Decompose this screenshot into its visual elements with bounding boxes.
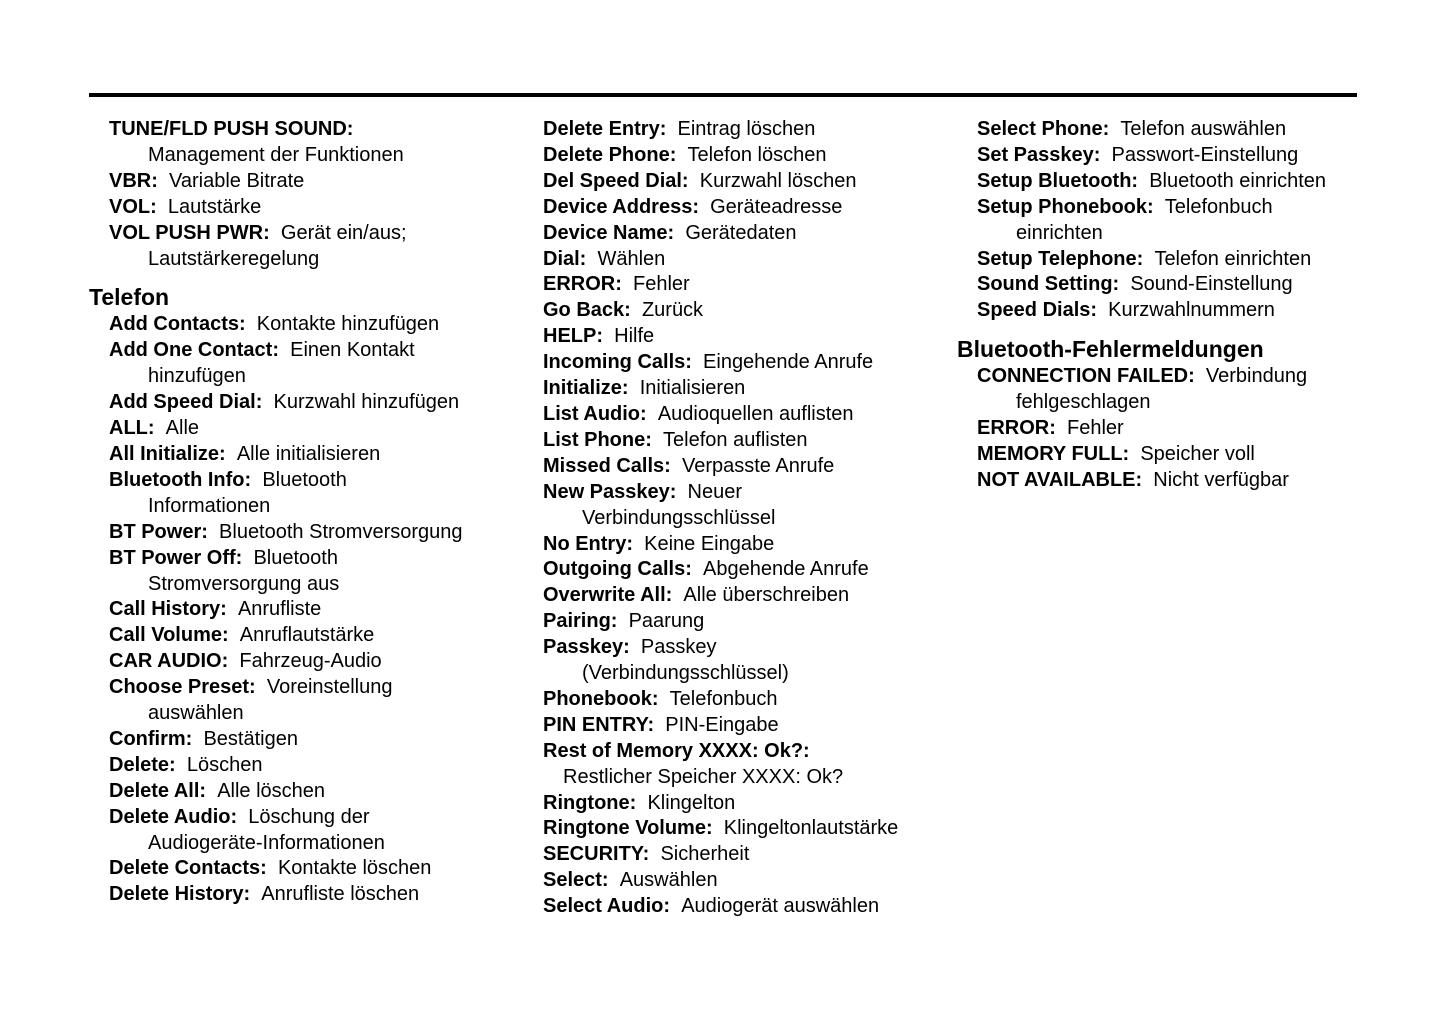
entry-term: Delete All: (109, 779, 207, 802)
entry-definition: Passwort-Einstellung (1111, 143, 1299, 166)
entry-definition: Gerätedaten (685, 221, 797, 244)
glossary-entry (957, 169, 1357, 195)
glossary-entry (957, 143, 1357, 169)
entry-definition: Alle initialisieren (236, 442, 381, 465)
glossary-entry (89, 390, 509, 416)
entry-definition: Passkey (640, 636, 717, 659)
entry-definition: Keine Eingabe (644, 532, 775, 555)
entry-term: Go Back: (543, 299, 631, 322)
entry-term: Missed Calls: (543, 454, 671, 477)
entry-term: Delete: (109, 753, 176, 776)
glossary-entry (89, 312, 509, 338)
entry-term: Delete Contacts: (109, 857, 267, 880)
entry-term: Add One Contact: (109, 339, 279, 362)
entry-term: HELP: (543, 325, 603, 348)
entry-definition: Kurzwahl löschen (699, 169, 857, 192)
entry-term: Confirm: (109, 727, 193, 750)
entry-term: No Entry: (543, 532, 633, 555)
column-2 (523, 117, 933, 920)
entry-term: Speed Dials: (977, 299, 1098, 322)
entry-definition: Anrufliste (237, 598, 322, 621)
entry-term: Call Volume: (109, 624, 229, 647)
entry-term: TUNE/FLD PUSH SOUND: (109, 118, 354, 140)
glossary-entry (523, 298, 933, 324)
glossary-entry (523, 272, 933, 298)
entry-definition: Speicher voll (1140, 442, 1255, 465)
entry-term: Delete Phone: (543, 143, 677, 166)
glossary-entry (89, 649, 509, 675)
glossary-entry (957, 364, 1357, 416)
glossary-entry (523, 532, 933, 558)
glossary-entry (89, 882, 509, 908)
glossary-entry (523, 791, 933, 817)
entry-definition: Geräteadresse (710, 195, 843, 218)
entry-definition: Einen Kontakt (290, 339, 415, 362)
entry-term: Device Name: (543, 221, 675, 244)
glossary-entry (523, 143, 933, 169)
entry-definition: Fehler (633, 273, 690, 296)
entry-definition: Lautstärke (167, 195, 262, 218)
entry-term: MEMORY FULL: (977, 442, 1130, 465)
glossary-entry (89, 169, 509, 195)
entry-term: Phonebook: (543, 687, 659, 710)
entry-definition: Bluetooth (253, 546, 338, 569)
glossary-entry (523, 713, 933, 739)
entry-term: Setup Bluetooth: (977, 169, 1139, 192)
entry-term: Select Phone: (977, 118, 1110, 140)
entry-definition-continued: Informationen (148, 494, 271, 517)
glossary-entry (523, 350, 933, 376)
entry-definition: Telefon auflisten (663, 428, 808, 451)
entry-definition: Bluetooth einrichten (1149, 169, 1327, 192)
entry-definition: Eingehende Anrufe (703, 351, 874, 374)
entry-term: CAR AUDIO: (109, 650, 229, 673)
entry-definition: Anrufliste löschen (261, 883, 420, 906)
glossary-entry (523, 428, 933, 454)
entry-term: CONNECTION FAILED: (977, 365, 1195, 388)
entry-definition-continued: fehlgeschlagen (1016, 391, 1151, 414)
entry-definition: Bluetooth (262, 468, 347, 491)
entry-term: Delete Entry: (543, 118, 667, 140)
entry-definition: Alle überschreiben (683, 584, 850, 607)
entry-definition-continued: Lautstärkeregelung (148, 247, 320, 270)
entry-term: SECURITY: (543, 843, 650, 866)
entry-term: BT Power: (109, 520, 208, 543)
glossary-entry (523, 583, 933, 609)
entry-definition-continued: hinzufügen (148, 365, 246, 388)
glossary-entry (523, 868, 933, 894)
entry-definition-continued: Management der Funktionen (148, 143, 404, 166)
glossary-entry (957, 117, 1357, 143)
entry-list-errors (957, 364, 1357, 494)
entry-definition: Audioquellen auflisten (657, 402, 854, 425)
glossary-entry (523, 894, 933, 920)
entry-definition: Alle (165, 417, 200, 440)
entry-definition: Verbindung (1205, 365, 1308, 388)
entry-term: Device Address: (543, 195, 699, 218)
entry-definition: Klingelton (647, 791, 736, 814)
entry-definition: Variable Bitrate (169, 169, 305, 192)
entry-term: ERROR: (977, 417, 1056, 440)
entry-definition: Verpasste Anrufe (681, 454, 835, 477)
entry-list-telefon (89, 312, 509, 908)
glossary-entry (89, 856, 509, 882)
glossary-entry (523, 221, 933, 247)
entry-term: Delete Audio: (109, 805, 238, 828)
entry-term: Sound Setting: (977, 273, 1120, 296)
entry-term: Incoming Calls: (543, 351, 692, 374)
glossary-entry (523, 557, 933, 583)
entry-definition: Neuer (687, 480, 743, 503)
entry-term: New Passkey: (543, 480, 677, 503)
entry-definition-continued: einrichten (1016, 221, 1103, 244)
glossary-entry (957, 442, 1357, 468)
entry-term: Rest of Memory XXXX: Ok?: (543, 739, 810, 762)
entry-definition: PIN-Eingabe (665, 713, 779, 736)
entry-definition: Kontakte hinzufügen (256, 313, 440, 336)
entry-definition-continued: Restlicher Speicher XXXX: Ok? (563, 765, 844, 788)
glossary-entry (523, 195, 933, 221)
glossary-entry (523, 324, 933, 350)
glossary-entry (957, 195, 1357, 247)
entry-definition: Löschung der (248, 805, 370, 828)
glossary-entry (89, 338, 509, 390)
glossary-entry (523, 816, 933, 842)
glossary-entry (523, 117, 933, 143)
entry-definition: Zurück (641, 299, 704, 322)
glossary-entry (89, 442, 509, 468)
entry-term: Pairing: (543, 610, 618, 633)
glossary-entry (523, 402, 933, 428)
glossary-entry (89, 221, 509, 273)
entry-definition: Fehler (1067, 417, 1124, 440)
entry-term: List Phone: (543, 428, 652, 451)
entry-definition: Eintrag löschen (677, 118, 816, 140)
entry-definition: Kurzwahlnummern (1108, 299, 1275, 322)
column-1 (89, 117, 509, 908)
entry-term: Bluetooth Info: (109, 468, 252, 491)
entry-definition-continued: Audiogeräte-Informationen (148, 831, 385, 854)
entry-definition: Gerät ein/aus; (280, 221, 407, 244)
entry-term: VOL PUSH PWR: (109, 221, 270, 244)
entry-term: ERROR: (543, 273, 622, 296)
entry-definition: Auswählen (619, 869, 718, 892)
glossary-entry (89, 623, 509, 649)
entry-definition-continued: (Verbindungsschlüssel) (582, 662, 789, 685)
entry-definition: Kontakte löschen (277, 857, 432, 880)
entry-term: PIN ENTRY: (543, 713, 655, 736)
glossary-entry (957, 247, 1357, 273)
entry-term: Overwrite All: (543, 584, 673, 607)
entry-term: Delete History: (109, 883, 251, 906)
glossary-entry (523, 739, 933, 791)
glossary-entry (957, 416, 1357, 442)
glossary-entry (957, 272, 1357, 298)
section-heading-bluetooth-errors: Bluetooth-Fehlermeldungen (957, 336, 1264, 363)
glossary-entry (89, 468, 509, 520)
entry-definition: Initialisieren (639, 377, 746, 400)
glossary-entry (89, 597, 509, 623)
entry-definition: Audiogerät auswählen (681, 895, 880, 918)
entry-definition-continued: Stromversorgung aus (148, 572, 340, 595)
glossary-entry (523, 609, 933, 635)
entry-list-top (89, 117, 509, 272)
entry-term: VOL: (109, 195, 157, 218)
entry-term: Ringtone Volume: (543, 817, 713, 840)
entry-term: Setup Phonebook: (977, 195, 1154, 218)
entry-term: Del Speed Dial: (543, 169, 689, 192)
entry-term: Passkey: (543, 636, 630, 659)
entry-term: Initialize: (543, 377, 629, 400)
entry-list-col2 (523, 117, 933, 920)
entry-term: Call History: (109, 598, 227, 621)
entry-term: List Audio: (543, 402, 647, 425)
entry-definition: Anruflautstärke (239, 624, 375, 647)
entry-definition: Fahrzeug-Audio (239, 650, 382, 673)
entry-definition: Bluetooth Stromversorgung (219, 520, 463, 543)
entry-definition: Telefon auswählen (1120, 118, 1287, 140)
entry-definition: Telefon einrichten (1154, 247, 1312, 270)
glossary-entry (523, 247, 933, 273)
glossary-entry (89, 753, 509, 779)
glossary-entry (523, 842, 933, 868)
glossary-entry (89, 805, 509, 857)
top-rule (89, 93, 1357, 97)
glossary-entry (89, 520, 509, 546)
entry-term: Choose Preset: (109, 676, 256, 699)
entry-definition-continued: Verbindungsschlüssel (582, 506, 776, 529)
entry-list-col3 (957, 117, 1357, 324)
entry-definition-continued: auswählen (148, 702, 244, 725)
entry-definition: Voreinstellung (266, 676, 393, 699)
entry-term: Setup Telephone: (977, 247, 1144, 270)
entry-definition: Telefonbuch (669, 687, 778, 710)
entry-term: Add Contacts: (109, 313, 246, 336)
entry-term: ALL: (109, 417, 155, 440)
entry-term: All Initialize: (109, 442, 226, 465)
glossary-entry (523, 454, 933, 480)
glossary-entry (523, 376, 933, 402)
entry-definition: Sound-Einstellung (1130, 273, 1293, 296)
entry-definition: Abgehende Anrufe (703, 558, 869, 581)
entry-definition: Hilfe (614, 325, 655, 348)
entry-definition: Löschen (186, 753, 263, 776)
entry-term: NOT AVAILABLE: (977, 468, 1143, 491)
glossary-entry (89, 727, 509, 753)
section-heading-telefon: Telefon (89, 284, 170, 311)
glossary-entry (523, 635, 933, 687)
entry-term: Add Speed Dial: (109, 391, 263, 414)
glossary-entry (89, 779, 509, 805)
entry-definition: Sicherheit (660, 843, 750, 866)
glossary-entry (89, 195, 509, 221)
glossary-entry (523, 169, 933, 195)
glossary-entry (957, 468, 1357, 494)
entry-definition: Klingeltonlautstärke (723, 817, 899, 840)
entry-definition: Wählen (597, 247, 666, 270)
entry-term: Outgoing Calls: (543, 558, 692, 581)
entry-definition: Nicht verfügbar (1153, 468, 1289, 491)
entry-term: BT Power Off: (109, 546, 243, 569)
entry-definition: Telefon löschen (687, 143, 827, 166)
glossary-entry (89, 546, 509, 598)
entry-term: VBR: (109, 169, 158, 192)
entry-term: Dial: (543, 247, 587, 270)
glossary-entry (523, 687, 933, 713)
glossary-entry (957, 298, 1357, 324)
glossary-entry (89, 117, 509, 169)
entry-term: Select: (543, 869, 609, 892)
glossary-entry (89, 416, 509, 442)
entry-definition: Bestätigen (203, 727, 298, 750)
glossary-entry (523, 480, 933, 532)
entry-term: Select Audio: (543, 895, 671, 918)
entry-term: Ringtone: (543, 791, 637, 814)
entry-definition: Paarung (628, 610, 705, 633)
entry-term: Set Passkey: (977, 143, 1101, 166)
entry-definition: Alle löschen (217, 779, 326, 802)
column-3 (957, 117, 1357, 494)
entry-definition: Telefonbuch (1164, 195, 1273, 218)
glossary-entry (89, 675, 509, 727)
entry-definition: Kurzwahl hinzufügen (273, 391, 460, 414)
